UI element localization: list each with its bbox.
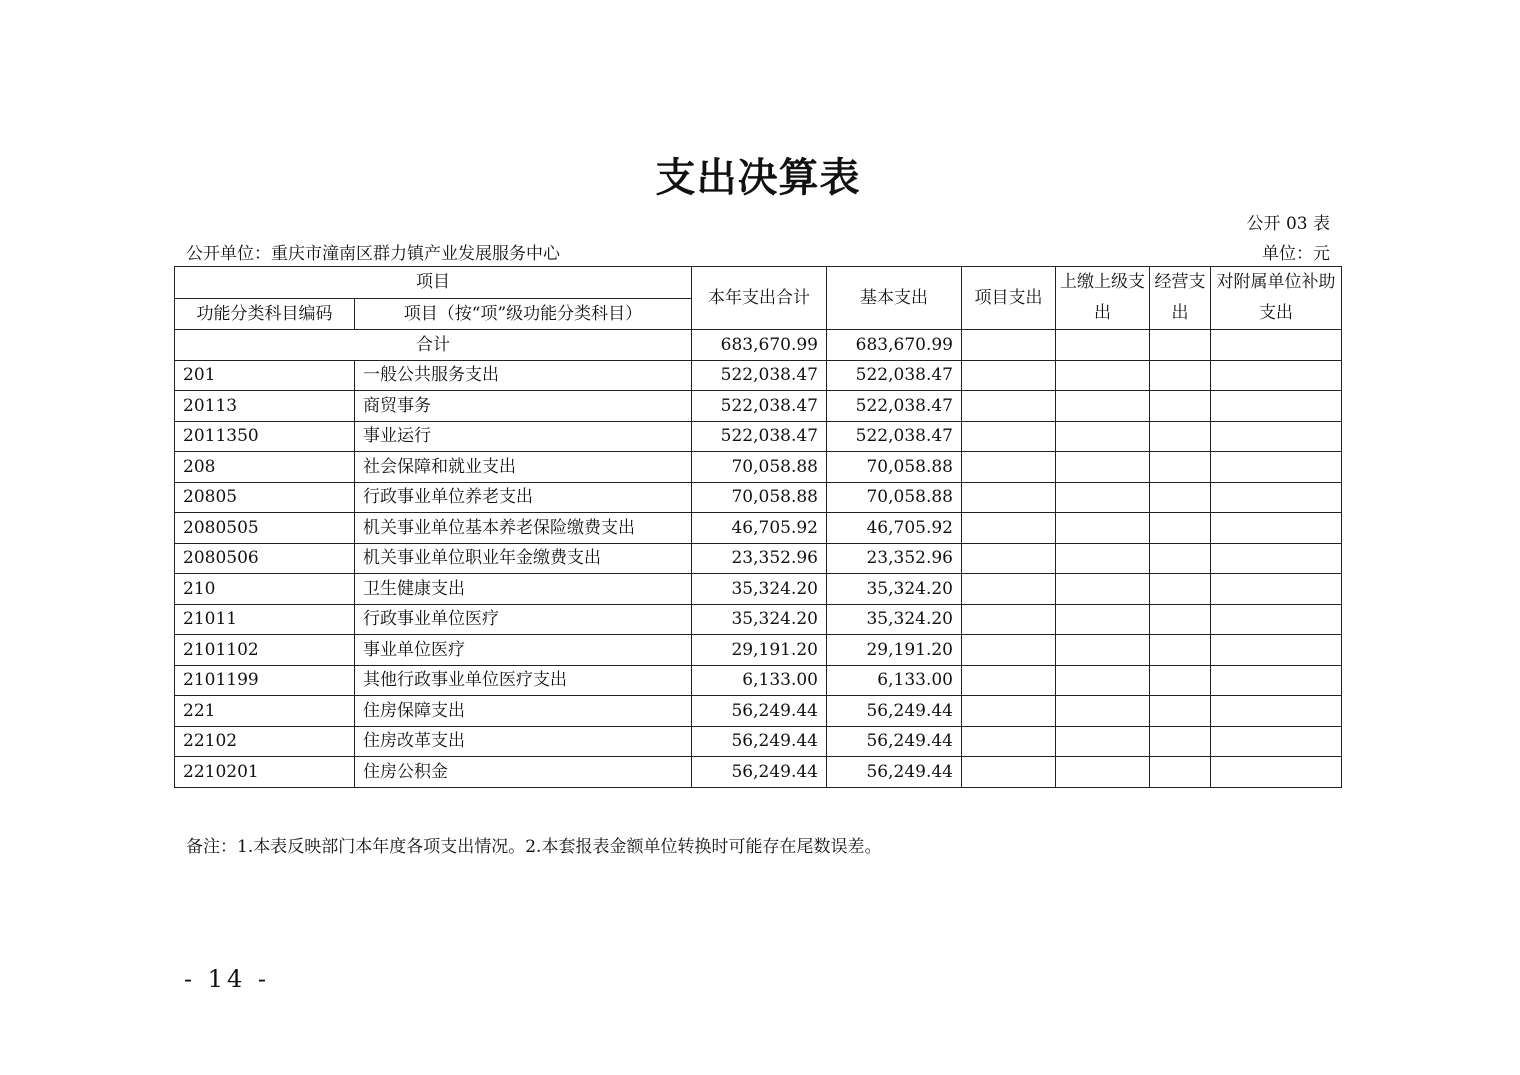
cell-subsidy — [1211, 543, 1342, 574]
table-row — [175, 421, 1342, 452]
cell-project — [962, 513, 1056, 544]
cell-code: 221 — [175, 696, 355, 727]
cell-basic: 6,133.00 — [827, 665, 962, 696]
cell-business — [1150, 543, 1211, 574]
cell-upper — [1056, 604, 1150, 635]
cell-name: 机关事业单位职业年金缴费支出 — [355, 543, 692, 574]
cell-business — [1150, 421, 1211, 452]
cell-subsidy — [1211, 604, 1342, 635]
cell-total: 70,058.88 — [692, 482, 827, 513]
form-number: 公开 03 表 — [1246, 214, 1330, 234]
cell-basic: 35,324.20 — [827, 574, 962, 605]
cell-basic: 522,038.47 — [827, 421, 962, 452]
cell-subsidy — [1211, 726, 1342, 757]
cell-subsidy — [1211, 391, 1342, 422]
summary-total: 683,670.99 — [692, 330, 827, 361]
cell-project — [962, 421, 1056, 452]
cell-business — [1150, 513, 1211, 544]
table-row — [175, 574, 1342, 605]
cell-code: 2011350 — [175, 421, 355, 452]
header-subsidy: 对附属单位补助支出 — [1211, 267, 1342, 330]
cell-business — [1150, 452, 1211, 483]
cell-total: 56,249.44 — [692, 696, 827, 727]
cell-code: 2210201 — [175, 757, 355, 788]
expenditure-table — [174, 266, 1342, 788]
cell-total: 56,249.44 — [692, 757, 827, 788]
cell-business — [1150, 604, 1211, 635]
summary-subsidy — [1211, 330, 1342, 361]
header-basic: 基本支出 — [827, 267, 962, 330]
header-name: 项目（按“项”级功能分类科目） — [355, 298, 692, 330]
header-upper: 上缴上级支出 — [1056, 267, 1150, 330]
cell-business — [1150, 391, 1211, 422]
table-row — [175, 604, 1342, 635]
cell-code: 208 — [175, 452, 355, 483]
cell-subsidy — [1211, 452, 1342, 483]
cell-basic: 70,058.88 — [827, 482, 962, 513]
cell-name: 行政事业单位医疗 — [355, 604, 692, 635]
cell-upper — [1056, 452, 1150, 483]
cell-total: 46,705.92 — [692, 513, 827, 544]
page-number: - 14 - — [184, 965, 271, 993]
cell-name: 事业运行 — [355, 421, 692, 452]
table-row — [175, 726, 1342, 757]
cell-business — [1150, 635, 1211, 666]
cell-upper — [1056, 513, 1150, 544]
cell-total: 23,352.96 — [692, 543, 827, 574]
cell-total: 522,038.47 — [692, 421, 827, 452]
cell-basic: 35,324.20 — [827, 604, 962, 635]
cell-basic: 56,249.44 — [827, 757, 962, 788]
table-row — [175, 543, 1342, 574]
table-row — [175, 360, 1342, 391]
cell-total: 522,038.47 — [692, 360, 827, 391]
cell-total: 70,058.88 — [692, 452, 827, 483]
cell-project — [962, 543, 1056, 574]
cell-total: 6,133.00 — [692, 665, 827, 696]
cell-total: 29,191.20 — [692, 635, 827, 666]
organization-label: 公开单位：重庆市潼南区群力镇产业发展服务中心 — [186, 244, 560, 264]
cell-basic: 29,191.20 — [827, 635, 962, 666]
cell-name: 社会保障和就业支出 — [355, 452, 692, 483]
cell-business — [1150, 726, 1211, 757]
cell-basic: 522,038.47 — [827, 360, 962, 391]
table-row — [175, 635, 1342, 666]
cell-upper — [1056, 391, 1150, 422]
cell-upper — [1056, 574, 1150, 605]
cell-business — [1150, 360, 1211, 391]
cell-code: 22102 — [175, 726, 355, 757]
cell-subsidy — [1211, 635, 1342, 666]
cell-business — [1150, 574, 1211, 605]
cell-basic: 522,038.47 — [827, 391, 962, 422]
cell-upper — [1056, 757, 1150, 788]
cell-code: 21011 — [175, 604, 355, 635]
cell-project — [962, 665, 1056, 696]
header-code: 功能分类科目编码 — [175, 298, 355, 330]
cell-upper — [1056, 482, 1150, 513]
cell-code: 2101199 — [175, 665, 355, 696]
cell-basic: 56,249.44 — [827, 726, 962, 757]
unit-label: 单位：元 — [1262, 244, 1330, 264]
cell-code: 2080506 — [175, 543, 355, 574]
summary-basic: 683,670.99 — [827, 330, 962, 361]
cell-total: 35,324.20 — [692, 574, 827, 605]
cell-name: 商贸事务 — [355, 391, 692, 422]
cell-project — [962, 726, 1056, 757]
cell-basic: 56,249.44 — [827, 696, 962, 727]
cell-upper — [1056, 421, 1150, 452]
cell-basic: 46,705.92 — [827, 513, 962, 544]
cell-code: 20113 — [175, 391, 355, 422]
cell-upper — [1056, 635, 1150, 666]
summary-project — [962, 330, 1056, 361]
cell-name: 卫生健康支出 — [355, 574, 692, 605]
cell-basic: 23,352.96 — [827, 543, 962, 574]
cell-subsidy — [1211, 757, 1342, 788]
cell-upper — [1056, 665, 1150, 696]
summary-row — [175, 330, 1342, 361]
cell-name: 住房改革支出 — [355, 726, 692, 757]
cell-project — [962, 604, 1056, 635]
cell-business — [1150, 665, 1211, 696]
header-row-1 — [175, 267, 1342, 299]
cell-total: 522,038.47 — [692, 391, 827, 422]
cell-project — [962, 635, 1056, 666]
cell-name: 住房保障支出 — [355, 696, 692, 727]
cell-basic: 70,058.88 — [827, 452, 962, 483]
summary-upper — [1056, 330, 1150, 361]
table-row — [175, 513, 1342, 544]
table-row — [175, 391, 1342, 422]
table-row — [175, 696, 1342, 727]
cell-upper — [1056, 726, 1150, 757]
cell-project — [962, 360, 1056, 391]
cell-total: 56,249.44 — [692, 726, 827, 757]
summary-label: 合计 — [175, 330, 692, 361]
footnote: 备注：1.本表反映部门本年度各项支出情况。2.本套报表金额单位转换时可能存在尾数误差。 — [186, 837, 882, 857]
header-item-group: 项目 — [175, 267, 692, 299]
cell-subsidy — [1211, 665, 1342, 696]
table-row — [175, 452, 1342, 483]
table-body — [175, 267, 1342, 788]
table-row — [175, 665, 1342, 696]
cell-business — [1150, 482, 1211, 513]
summary-business — [1150, 330, 1211, 361]
table-row — [175, 757, 1342, 788]
cell-code: 2080505 — [175, 513, 355, 544]
cell-name: 事业单位医疗 — [355, 635, 692, 666]
cell-name: 一般公共服务支出 — [355, 360, 692, 391]
cell-code: 20805 — [175, 482, 355, 513]
page-title: 支出决算表 — [655, 154, 861, 201]
cell-code: 201 — [175, 360, 355, 391]
cell-project — [962, 482, 1056, 513]
cell-name: 住房公积金 — [355, 757, 692, 788]
cell-project — [962, 391, 1056, 422]
cell-subsidy — [1211, 360, 1342, 391]
cell-business — [1150, 696, 1211, 727]
cell-subsidy — [1211, 574, 1342, 605]
cell-subsidy — [1211, 421, 1342, 452]
header-total: 本年支出合计 — [692, 267, 827, 330]
cell-subsidy — [1211, 513, 1342, 544]
cell-name: 其他行政事业单位医疗支出 — [355, 665, 692, 696]
cell-code: 2101102 — [175, 635, 355, 666]
cell-project — [962, 452, 1056, 483]
table-row — [175, 482, 1342, 513]
cell-name: 行政事业单位养老支出 — [355, 482, 692, 513]
cell-business — [1150, 757, 1211, 788]
cell-name: 机关事业单位基本养老保险缴费支出 — [355, 513, 692, 544]
cell-code: 210 — [175, 574, 355, 605]
cell-project — [962, 757, 1056, 788]
cell-upper — [1056, 696, 1150, 727]
cell-total: 35,324.20 — [692, 604, 827, 635]
cell-upper — [1056, 543, 1150, 574]
cell-subsidy — [1211, 482, 1342, 513]
cell-project — [962, 696, 1056, 727]
header-project: 项目支出 — [962, 267, 1056, 330]
header-business: 经营支出 — [1150, 267, 1211, 330]
cell-upper — [1056, 360, 1150, 391]
cell-subsidy — [1211, 696, 1342, 727]
cell-project — [962, 574, 1056, 605]
